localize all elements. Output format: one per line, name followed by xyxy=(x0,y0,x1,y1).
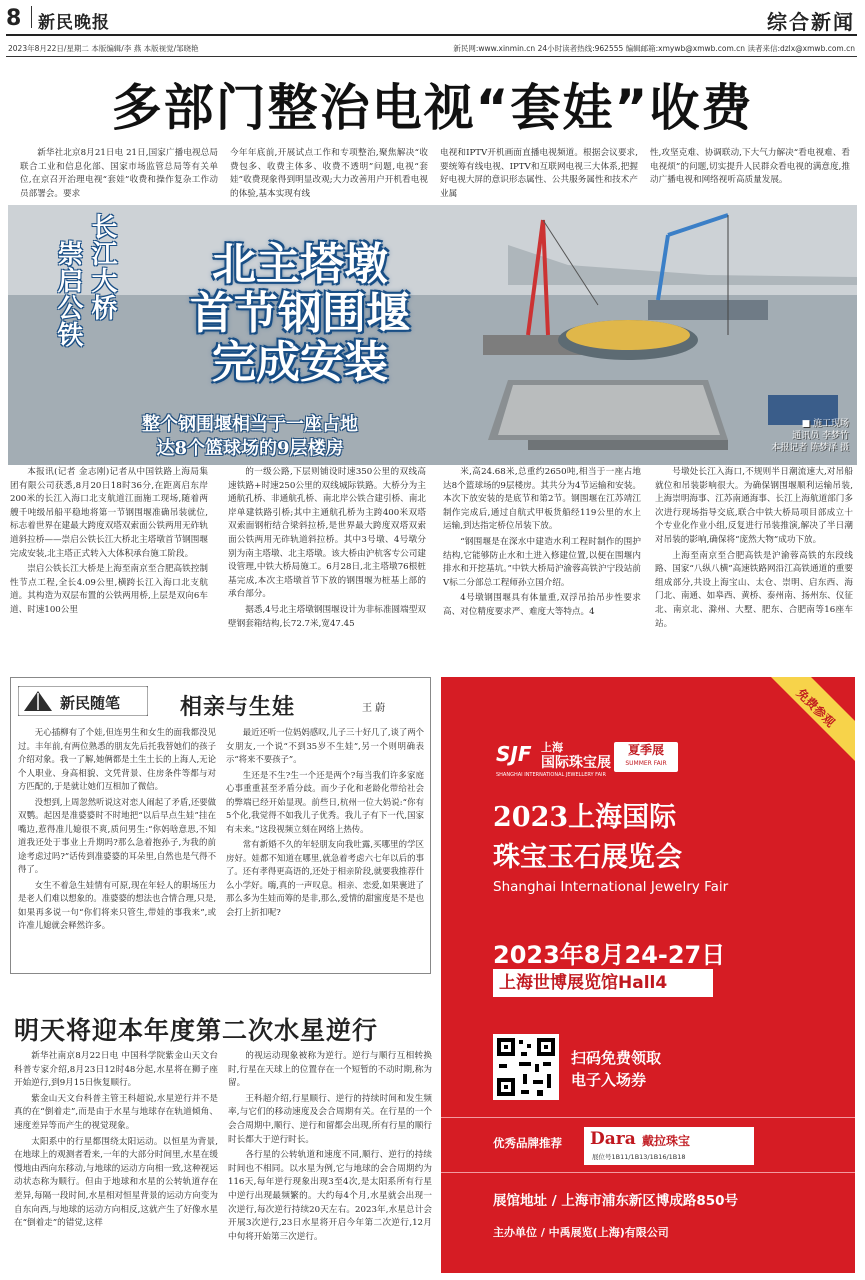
story2-subdeck xyxy=(60,413,440,461)
story1-col-3: 电视和IPTV开机画面直播电视频道。根据会议要求,要统筹有线电视、IPTV和互联网电视三大体系,把握好电视大屏的意识形态属性、公共服务属性和技术产业属 xyxy=(440,148,638,199)
photo-credit-2: 本报记者 陈梦泽 摄 xyxy=(771,443,849,453)
story2-subdeck-line1: 整个钢围堰相当于一座占地 xyxy=(142,414,358,435)
photo-caption: ■ 施工现场 xyxy=(801,419,849,429)
story3-headline: 明天将迎本年度第二次水星逆行 xyxy=(14,1016,379,1045)
summer-fair-badge-bottom: SUMMER FAIR xyxy=(625,760,667,767)
paragraph: 米,高24.68米,总重约2650吨,相当于一座占地达8个篮球场的9层楼房。其共分为4节运输和安装。本次下放安装的是底节和第2节。钢围堰在江苏靖江制作完成后,通过自航式甲板货船经119公里的水上运输,到达指定桥位吊装下放。 xyxy=(443,467,641,532)
paragraph: 上海至南京至合肥高铁是沪渝蓉高铁的东段线路、国家“八纵八横”高速铁路网沿江高铁通道的重要组成部分,共设上海宝山、太仓、崇明、启东西、海门北、南通、如皋西、黄桥、泰州南、扬州东、仪征北、南京北、滁州、大墅、肥东、合肥南等16座车站。 xyxy=(655,550,853,629)
paragraph: 的视运动现象被称为逆行。逆行与顺行互相转换时,行星在天球上的位置存在一个短暂的不动时期,称为留。 xyxy=(228,1051,432,1089)
brand-booth: 展位号1B11/1B13/1B16/1B18 xyxy=(592,1153,686,1161)
header-divider xyxy=(31,6,32,28)
essay-title: 相亲与生娃 xyxy=(180,695,296,720)
paragraph: 王科超介绍,行星顺行、逆行的持续时间和发生频率,与它们的移动速度及会合周期有关。在行星的一个会合周期中,顺行、逆行和留都会出现,所有行星的顺行时长都大于逆行时长。 xyxy=(228,1093,432,1145)
ribbon-corner xyxy=(771,677,855,761)
story2-col-1 xyxy=(10,466,208,666)
paragraph: 最近还听一位妈妈感叹,儿子三十好几了,谈了两个女朋友,一个说“不到35岁不生娃”,另一个则明确表示“将来不要孩子”。 xyxy=(226,727,424,764)
qr-code-pattern xyxy=(493,1034,559,1100)
brand-box xyxy=(584,1127,754,1165)
logo-cn2: 国际珠宝展 xyxy=(541,755,611,771)
ad-organizer: 主办单位 / 中禹展览(上海)有限公司 xyxy=(493,1226,669,1239)
essay-badge-label: 新民随笔 xyxy=(60,694,121,712)
free-visit-ribbon: 免费参观 xyxy=(793,685,838,730)
logo-cn: 上海 xyxy=(541,741,563,754)
brand-name: Dara xyxy=(590,1129,636,1149)
qr-code-icon[interactable] xyxy=(493,1034,559,1100)
summer-fair-badge xyxy=(614,742,678,772)
essay-col-2-text xyxy=(226,726,424,919)
story2-col-2-text xyxy=(228,466,426,631)
story2-col-3 xyxy=(443,466,641,666)
brand-label: 优秀品牌推荐 xyxy=(493,1136,562,1150)
story2-headline-line2: 首节钢围堰 xyxy=(190,288,410,339)
essay-col-1-text xyxy=(18,726,216,933)
paragraph: 崇启公铁长江大桥是上海至南京至合肥高铁控制性节点工程,全长4.09公里,横跨长江入海口北支航道。其构造为双层布置的公铁两用桥,上层是双向6车道、时速100公里 xyxy=(10,564,208,615)
paragraph: 本报讯(记者 金志刚)记者从中国铁路上海局集团有限公司获悉,8月20日18时36分,在距离启东岸200米的长江入海口北支航道江面施工现场,随着两艘千吨级吊船平稳地将第一节钢围堰准确吊装就位,标志着世界在建最大跨度双塔双索面公铁两用无砟轨道斜拉桥——崇启公铁长江大桥北主塔墩首节钢围堰完成安装,北主塔正式转入大体积承台施工阶段。 xyxy=(10,467,208,559)
paragraph: 没想到,上周忽然听说这对恋人闹起了矛盾,还要做双鹦。起因是准婆婆时不时地把“以后早点生娃”挂在嘴边,惹得准儿媳很不爽,质问男生:“你妈啥意思,不知道我还处于事业上升期吗?那么急着抱孙子,为我的前途考虑过吗?”话传到准婆婆的耳朵里,自然也是气得不得了。 xyxy=(18,796,216,874)
paragraph: 生还是不生?生一个还是两个?每当我们许多家庭心事重重甚至矛盾分歧。而少子化和老龄化带给社会的弊端已经开始显现。前些日,杭州一位大妈说:“你有5个化,我觉得不如我儿子优秀。我儿子有下一代,国家有未来。”这段视频立刻在网络上热传。 xyxy=(226,769,424,834)
scan-text-line2: 电子入场券 xyxy=(571,1071,647,1089)
story2-kicker-name: 崇启公铁 xyxy=(53,240,83,348)
ad-title-line1: 2023上海国际 xyxy=(493,802,677,833)
page-number: 8 xyxy=(6,6,22,31)
photo-credit-1: 通讯员 李梦竹 xyxy=(792,431,849,441)
story2-kicker-bridge: 长江大桥 xyxy=(87,213,117,321)
ad-venue: 上海世博展览馆Hall4 xyxy=(499,973,668,993)
ad-title-en: Shanghai International Jewelry Fair xyxy=(493,879,729,895)
paragraph: 的一级公路,下层则铺设时速350公里的双线高速铁路+时速250公里的双线城际铁路。大桥分为主通航孔桥、非通航孔桥、南北岸公铁合建引桥、南北岸单建铁路引桥;其中主通航孔桥为主跨400米双塔双索面钢桁结合梁斜拉桥,是世界最大跨度双塔双索面公铁两用无砟轨道斜拉桥。其中3号墩、4号墩分别为南主塔墩、北主塔墩。该大桥由沪杭客专公司建设管理,中铁大桥局施工。6月28日,北主塔墩76根桩基完成,本次主塔墩首节下放的钢围堰为桩基上部的承台部分。 xyxy=(228,467,426,600)
paragraph: 女生不着急生娃情有可原,现在年轻人的职场压力是老人们难以想象的。准婆婆的想法也合情合理,只是,如果再多说一句“你们将来只管生,带娃的事我来”,或许准儿媳就会释然许多。 xyxy=(18,879,216,930)
paragraph: 新华社南京8月22日电 中国科学院紫金山天文台科普专家介绍,8月23日12时48分起,水星将在狮子座开始逆行,到9月15日恢复顺行。 xyxy=(14,1051,218,1089)
story3-col-1 xyxy=(14,1050,218,1272)
essay-author: 王 蔚 xyxy=(362,703,386,714)
paragraph: 4号墩钢围堰具有体量重,双浮吊抬吊步性要求高、对位精度要求严、难度大等特点。4 xyxy=(443,593,641,617)
ad-divider xyxy=(441,1117,855,1118)
ad-date: 2023年8月24-27日 xyxy=(493,941,726,969)
story3-col-2-text xyxy=(228,1050,432,1244)
story2-col-2 xyxy=(228,466,426,666)
date-line: 2023年8月22日/星期二 本版编辑/李 燕 本版视觉/邹晓艳 xyxy=(8,44,199,53)
story2-col-4 xyxy=(655,466,853,666)
story3-col-1-text xyxy=(14,1050,218,1231)
scan-text-line1: 扫码免费领取 xyxy=(571,1049,662,1067)
ad-title-line2: 珠宝玉石展览会 xyxy=(493,842,682,873)
header-rule xyxy=(6,34,857,36)
story2-headline xyxy=(140,240,460,387)
story1-headline: 多部门整治电视“套娃”收费 xyxy=(111,79,754,137)
paragraph: 太阳系中的行星都围绕太阳运动。以恒星为背景,在地球上的观测者看来,一年的大部分时间里,水星在缓慢地由西向东移动,与地球的运动方向相一致,这种视运动状态称为顺行。但由于地球和水星的公转轨道存在差异,每隔一段时间,水星相对恒星背景的运动方向变为自东向西,与地球的运动方向相反,这就产生了好像水星在“倒着走”的错觉,这样 xyxy=(14,1136,218,1229)
essay-col-2 xyxy=(226,726,424,968)
contact-line: 新民网:www.xinmin.cn 24小时读者热线:962555 编辑邮箱:xmywb@xmwb.com.cn 读者来信:dzlx@xmwb.com.cn xyxy=(453,44,855,53)
paragraph: 据悉,4号北主塔墩钢围堰设计为非标准圆端型双壁钢套箱结构,长72.7米,宽47.45 xyxy=(228,604,426,629)
story2-col-1-text xyxy=(10,466,208,618)
story1-col-1: 新华社北京8月21日电 21日,国家广播电视总局联合工业和信息化部、国家市场监管总局等有关单位,在京召开治理电视“套娃”收费和操作复杂工作动员部署会。要求 xyxy=(20,148,218,199)
story3-col-2 xyxy=(228,1050,432,1272)
story1-col-2: 今年年底前,开展试点工作和专项整治,聚焦解决“收费包多、收费主体多、收费不透明”问题,电视“套娃”收费现象得到明显改观;大力改善用户开机看电视的体验,基本实现有线 xyxy=(230,148,428,199)
jewelry-fair-ad[interactable] xyxy=(441,677,855,1273)
paragraph: 各行星的公转轨道和速度不同,顺行、逆行的持续时间也不相同。以水星为例,它与地球的会合周期约为116天,每年逆行现象出现3至4次,是太阳系所有行星中逆行出现最频繁的。大约每4个月,水星就会出现一次逆行,每次逆行持续20天左右。2023年,水星总计会开展3次逆行,23日水星将开启今年第二次逆行,12月中旬将开始第三次逆行。 xyxy=(228,1150,432,1242)
story2-headline-line1: 北主塔墩 xyxy=(212,239,388,290)
logo-subtitle: SHANGHAI INTERNATIONAL JEWELLERY FAIR xyxy=(496,772,606,778)
sjf-logo-icon: SJF xyxy=(496,742,532,766)
steel-cofferdam xyxy=(558,320,698,360)
paragraph: 常有新婚不久的年轻朋友向我吐露,买哪里的学区房好。娃都不知道在哪里,就急着考虑六七年以后的事了。还有孝得更高语的,还处于相亲阶段,就要我推荐什么小学好。嗨,真的一声叹息。相亲、恋爱,如果裹进了那么多为生娃而筹的是非,那么,爱情的甜蜜度是不是也会打上折扣呢? xyxy=(226,839,424,917)
essay-col-1 xyxy=(18,726,216,968)
story2-col-4-text xyxy=(655,466,853,631)
story2-subdeck-line2: 达8个篮球场的9层楼房 xyxy=(156,438,344,459)
ad-venue-box xyxy=(493,969,713,997)
section-name: 综合新闻 xyxy=(767,10,855,34)
photo-credit xyxy=(771,418,849,454)
header-rule-2 xyxy=(6,56,857,57)
story2-headline-line3: 完成安装 xyxy=(212,337,388,388)
paragraph: 紫金山天文台科普主管王科超说,水星逆行并不是真的在“倒着走”,而是由于水星与地球存在轨道倾角、速度差异等而产生的视觉现象。 xyxy=(14,1093,218,1131)
paragraph: 号墩处长江入海口,不规则半日潮流速大,对吊船就位和吊装影响很大。为确保钢围堰顺利运输吊装,上海崇明海事、江苏南通海事、长江上海航道部门多次进行现场指导交底,联合中铁大桥局项目部成立十个专业化作业小组,反复进行吊装推演,解决了半日潮对吊装的影响,确保将“庞然大物”成功下放。 xyxy=(655,467,853,545)
work-platform xyxy=(488,380,728,450)
paragraph: “钢围堰是在深水中建造水利工程时制作的围护结构,它能够防止水和土进入修建位置,以便在围堰内排水和开挖基坑。”中铁大桥局沪渝蓉高铁沪宁段站前V标二分部总工程师孙立国介绍。 xyxy=(443,536,641,588)
brand-cn: 戴拉珠宝 xyxy=(642,1134,691,1148)
paragraph: 无心插柳有了个娃,但连男生和女生的面我都没见过。丰年前,有两位熟悉的朋友先后托我替她们的孩子介绍对象。我一了解,她俩都是土生土长的上海人,无论个人职业、身高相貌、文凭背景、住房条件等都与对方匹配的,于是就让她们互相加了微信。 xyxy=(18,727,216,791)
ad-address: 展馆地址 / 上海市浦东新区博成路850号 xyxy=(493,1193,739,1209)
story2-col-3-text xyxy=(443,466,641,620)
ad-divider-2 xyxy=(441,1172,855,1173)
masthead: 新民晚报 xyxy=(38,13,110,33)
story1-col-4: 性,攻坚克难、协调联动,下大气力解决“看电视难、看电视烦”的问题,切实提升人民群众看电视的满意度,推动广播电视和网络视听高质量发展。 xyxy=(650,148,850,186)
summer-fair-badge-top: 夏季展 xyxy=(627,743,664,757)
